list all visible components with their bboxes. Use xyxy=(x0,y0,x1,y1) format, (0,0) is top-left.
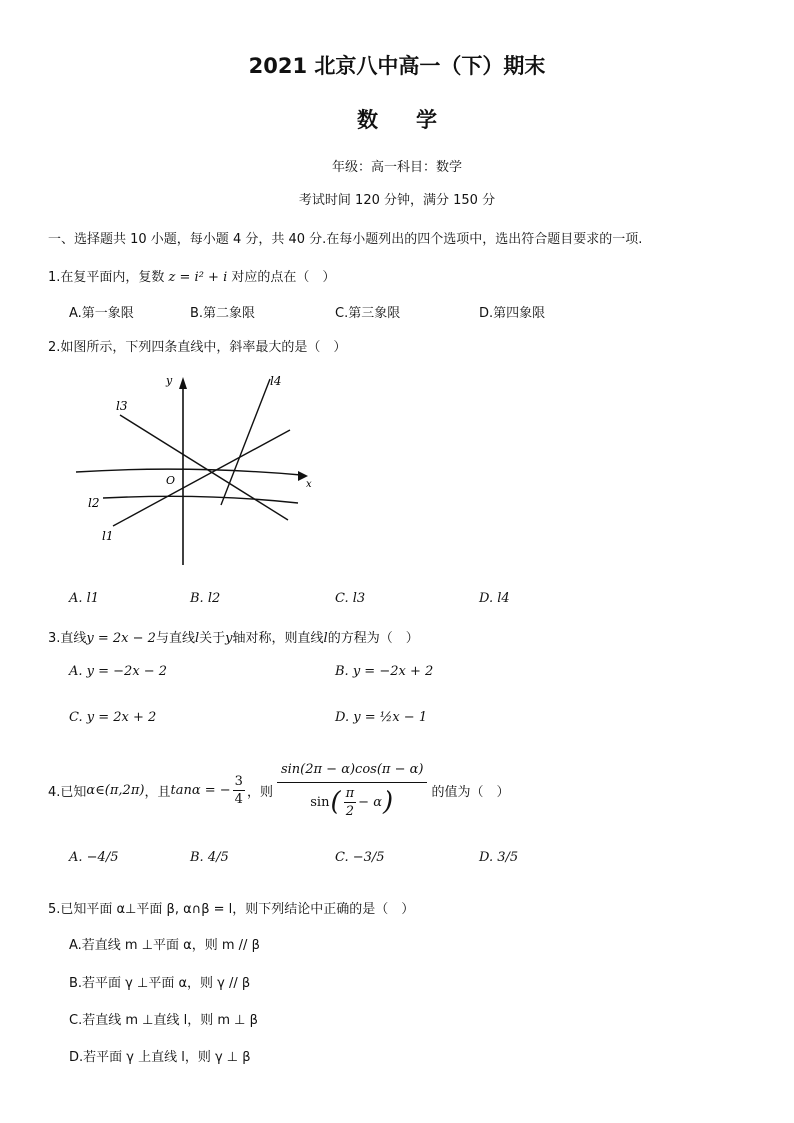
q4-den-sin: sin xyxy=(310,794,330,810)
label-l3: l3 xyxy=(116,399,128,413)
line-l1 xyxy=(113,430,290,526)
q3-option-a: A. y = −2x − 2 xyxy=(69,664,168,679)
q4-main-numerator: sin(2π − α)cos(π − α) xyxy=(277,761,428,783)
q3-stem-part-a: 3.直线 xyxy=(48,631,87,646)
q4-tan-expression: tanα = − xyxy=(170,782,231,798)
page-title: 2021 北京八中高一（下）期末 xyxy=(248,54,546,78)
q4-main-fraction xyxy=(277,761,428,820)
line-slope-figure xyxy=(66,365,326,575)
q1-stem-part-b: 对应的点在（ ） xyxy=(231,270,336,285)
q4-tan-fraction xyxy=(233,773,245,808)
label-l4: l4 xyxy=(270,374,282,388)
q3-option-d: D. y = ½x − 1 xyxy=(335,710,428,725)
y-axis-arrow xyxy=(179,377,187,389)
y-axis-label: y xyxy=(166,374,173,387)
q5-option-c: C.若直线 m ⊥直线 l，则 m ⊥ β xyxy=(69,1013,258,1028)
q3-var-y: y xyxy=(225,631,233,646)
q3-stem-part-b: 与直线 xyxy=(155,631,195,646)
q3-option-b: B. y = −2x + 2 xyxy=(335,664,434,679)
q2-option-c: C. l3 xyxy=(335,591,366,606)
line-l2 xyxy=(103,496,298,503)
question-2-stem: 2.如图所示，下列四条直线中，斜率最大的是（ ） xyxy=(48,340,347,355)
q4-stem-part-c: ，则 xyxy=(246,784,273,800)
label-l1: l1 xyxy=(102,529,114,543)
question-3-stem xyxy=(48,627,419,646)
q4-option-c: C. −3/5 xyxy=(335,850,385,865)
q3-stem-part-c: 关于 xyxy=(199,631,226,646)
q3-var-l-2: l xyxy=(323,631,328,646)
q4-tan-numerator: 3 xyxy=(234,773,243,789)
q1-option-a: A.第一象限 xyxy=(69,306,134,321)
q4-option-a: A. −4/5 xyxy=(69,850,119,865)
q3-option-c: C. y = 2x + 2 xyxy=(69,710,157,725)
q3-var-l: l xyxy=(194,631,200,646)
label-l2: l2 xyxy=(88,496,100,510)
q4-stem-part-b: ，且 xyxy=(144,784,171,800)
grade-subject-line: 年级：高一科目：数学 xyxy=(331,160,462,175)
q5-option-a: A.若直线 m ⊥平面 α，则 m // β xyxy=(69,938,260,953)
question-5-stem: 5.已知平面 α⊥平面 β, α∩β = l，则下列结论中正确的是（ ） xyxy=(48,902,415,917)
q3-stem-part-d: 轴对称，则直线 xyxy=(232,631,324,646)
q1-option-d: D.第四象限 xyxy=(479,306,546,321)
q1-stem-part-a: 1.在复平面内，复数 xyxy=(48,270,165,285)
q3-line-equation: y = 2x − 2 xyxy=(86,631,156,646)
q4-condition: α∈(π,2π) xyxy=(86,782,145,798)
x-axis-label: x xyxy=(306,479,312,490)
question-4-stem xyxy=(48,760,509,820)
q2-option-d: D. l4 xyxy=(479,591,510,606)
subject-title: 数学 xyxy=(357,108,475,132)
q4-main-denominator xyxy=(308,783,396,820)
q4-option-d: D. 3/5 xyxy=(479,850,519,865)
question-1-stem xyxy=(48,266,335,285)
origin-label: O xyxy=(166,474,176,487)
q5-option-d: D.若平面 γ 上直线 l，则 γ ⊥ β xyxy=(69,1050,251,1065)
q2-option-a: A. l1 xyxy=(69,591,100,606)
q4-stem-part-d: 的值为（ ） xyxy=(431,784,510,800)
q1-option-c: C.第三象限 xyxy=(335,306,401,321)
q1-option-b: B.第二象限 xyxy=(190,306,256,321)
line-l4 xyxy=(221,379,270,505)
q1-expression: z = i² + i xyxy=(168,270,228,285)
q4-minus-alpha: − α xyxy=(358,794,382,810)
q3-stem-part-e: 的方程为（ ） xyxy=(327,631,419,646)
q4-right-paren: ) xyxy=(382,786,394,817)
q4-tan-denominator: 4 xyxy=(234,791,243,807)
q4-option-b: B. 4/5 xyxy=(190,850,229,865)
q4-pi: π xyxy=(345,785,355,801)
q4-two: 2 xyxy=(345,803,355,819)
q4-left-paren: ( xyxy=(330,786,341,817)
section-heading: 一、选择题共 10 小题，每小题 4 分，共 40 分.在每小题列出的四个选项中，选出符合题目要求的一项. xyxy=(48,232,643,247)
q4-pi-over-2 xyxy=(344,785,357,820)
x-axis xyxy=(76,469,301,475)
q4-stem-part-a: 4.已知 xyxy=(48,784,87,800)
q5-option-b: B.若平面 γ ⊥平面 α，则 γ // β xyxy=(69,976,251,991)
exam-time-info: 考试时间 120 分钟，满分 150 分 xyxy=(298,193,496,208)
q2-option-b: B. l2 xyxy=(190,591,221,606)
line-l3 xyxy=(120,415,288,520)
